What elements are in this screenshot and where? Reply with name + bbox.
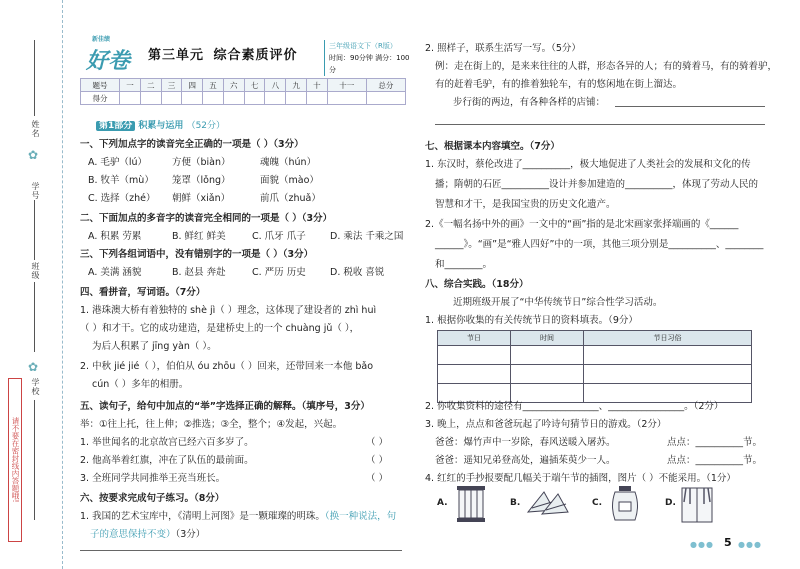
festival-row [438, 365, 752, 384]
festival-cell[interactable] [511, 346, 584, 365]
page-number: 5 [724, 536, 732, 549]
seal-dashed-line [62, 0, 63, 569]
score-value-row [81, 92, 406, 105]
student-id-label: 学号 [31, 182, 40, 200]
q7-line: 播；隋朝的石匠__________设计并参加建造的__________，体现了劳动人民的 [435, 179, 759, 190]
score-entry-cell[interactable] [182, 92, 203, 105]
score-column-header: 五 [203, 79, 224, 92]
score-column-header: 六 [223, 79, 244, 92]
q8-poem-line: 爸爸：遥知兄弟登高处，遍插茱萸少一人。 [435, 455, 616, 466]
score-entry-cell[interactable] [265, 92, 286, 105]
q8-intro: 近期班级开展了“中华传统节日”综合性学习活动。 [453, 297, 663, 308]
score-column-header: 一 [120, 79, 141, 92]
q8-poem-answer: 点点：__________节。 [667, 455, 763, 466]
festival-cell[interactable] [511, 365, 584, 384]
score-entry-cell[interactable] [223, 92, 244, 105]
binding-strip [0, 0, 70, 569]
class-write-line[interactable] [34, 282, 35, 352]
subject-label: 三年级语文下（R版） [329, 42, 397, 50]
q8-poem-answer: 点点：__________节。 [667, 437, 763, 448]
q5-key: 举：①往上托，往上伸；②推选；③全，整个；④发起，兴起。 [80, 419, 343, 430]
exam-info-box [324, 40, 413, 76]
q6-instruction-cont: 子的意思保持不变） [90, 529, 176, 540]
q7-stem: 七、根据课本内容填空。（7分） [425, 141, 560, 152]
zongzi-picture[interactable] [524, 482, 572, 524]
q1-option: B. 牧羊（mù） [88, 175, 154, 186]
score-entry-cell[interactable] [327, 92, 366, 105]
festival-cell[interactable] [438, 365, 511, 384]
r2-prompt: 步行街的两边，有各种各样的店铺： [453, 97, 606, 108]
part-tag: 第1部分 [96, 121, 135, 131]
q4-text-line: 为后人积累了 jīng yàn（ ）。 [92, 341, 217, 352]
q7-line: 2.《一幅名扬中外的画》一文中的“画”指的是北宋画家张择端画的《______ [425, 219, 739, 230]
q8-poem-line: 爸爸：爆竹声中一岁除，春风送暖入屠苏。 [435, 437, 616, 448]
q3-option: B. 赵县 奔赴 [172, 267, 226, 278]
r2-answer-line[interactable] [435, 124, 765, 125]
q1-option: 面貌（mào） [260, 175, 319, 186]
q6-sentence-text: 1. 我国的艺术宝库中，《清明上河图》是一颗璀璨的明珠。 [80, 511, 325, 522]
q4-stem: 四、看拼音，写词语。（7分） [80, 287, 206, 298]
q5-item: 3. 全班同学共同推举王亮当班长。 [80, 473, 226, 484]
festival-table [437, 330, 752, 403]
score-column-header: 九 [286, 79, 307, 92]
q1-option: 方便（biàn） [172, 157, 231, 168]
q4-text-line: （ ）和才干。它的成功建造，是建桥史上的一个 chuàng jǔ（ ）， [80, 323, 360, 334]
q6-points: （3分） [175, 529, 206, 540]
q8-stem: 八、综合实践。（18分） [425, 279, 529, 290]
option-c-label: C. [592, 498, 603, 508]
q2-option: B. 鲜红 鲜美 [172, 231, 226, 242]
score-label-question: 题号 [81, 79, 120, 92]
score-header-row [81, 79, 406, 92]
realgar-wine-jar-picture[interactable] [606, 482, 644, 524]
hanging-herbs-door-picture[interactable] [678, 482, 716, 524]
seal-line-notice: 请不要在密封线内答题哦! [8, 378, 22, 542]
q7-line: 1. 东汉时，蔡伦改进了__________，极大地促进了人类社会的发展和文化的传 [425, 159, 751, 170]
flower-icon: ✿ [28, 148, 39, 162]
name-write-line[interactable] [34, 40, 35, 116]
q2-option: D. 乘法 千乘之国 [330, 231, 404, 242]
lantern-picture[interactable] [452, 482, 490, 524]
q5-answer-paren[interactable]: （ ） [366, 473, 389, 484]
r2-example: 例：走在街上的，是来来往往的人群，形态各异的人；有的骑着马，有的骑着驴， [435, 61, 778, 72]
score-label-points: 得分 [81, 92, 120, 105]
title-label: 综合素质评价 [213, 48, 298, 63]
score-column-header: 八 [265, 79, 286, 92]
q1-option: 朝鲜（xiǎn） [172, 193, 231, 204]
q4-text-line: 1. 港珠澳大桥有着独特的 shè jì（ ）理念，这体现了建设者的 zhì huì [80, 305, 377, 316]
score-entry-cell[interactable] [244, 92, 265, 105]
score-column-header: 二 [140, 79, 161, 92]
score-entry-cell[interactable] [120, 92, 141, 105]
q6-answer-line[interactable] [80, 550, 402, 551]
q1-option: 笼罩（lǒng） [172, 175, 231, 186]
q5-item: 2. 他高举着红旗，冲在了队伍的最前面。 [80, 455, 254, 466]
flower-icon: ✿ [28, 360, 39, 374]
part-name: 积累与运用 [138, 121, 184, 131]
q5-item: 1. 举世闻名的北京故宫已经六百多岁了。 [80, 437, 254, 448]
score-entry-cell[interactable] [286, 92, 307, 105]
col-customs: 节日习俗 [584, 331, 752, 346]
q1-option: A. 毛驴（lú） [88, 157, 148, 168]
q3-option: A. 美满 涵貌 [88, 267, 142, 278]
score-column-header: 三 [161, 79, 182, 92]
score-column-header: 四 [182, 79, 203, 92]
page-dots-decoration: ●●● [738, 540, 762, 549]
q6-instruction: （换一种说法，句 [324, 511, 397, 522]
score-table [80, 78, 406, 105]
score-entry-cell[interactable] [366, 92, 405, 105]
q2-option: C. 爪牙 爪子 [252, 231, 306, 242]
unit-label: 第三单元 [148, 48, 205, 63]
logo-small-text: 新佳绩 [92, 36, 111, 43]
score-entry-cell[interactable] [161, 92, 182, 105]
score-column-header: 十 [306, 79, 327, 92]
q4-text-line: cún（ ）多年的相册。 [92, 379, 189, 390]
q6-stem: 六、按要求完成句子练习。（8分） [80, 493, 225, 504]
q1-option: C. 选择（zhé） [88, 193, 156, 204]
r2-example: 有的赶着毛驴，有的推着独轮车，有的悠闲地在街上溜达。 [435, 79, 683, 90]
q8-sub3: 3. 晚上，点点和爸爸玩起了吟诗句猜节日的游戏。（2分） [425, 419, 667, 430]
school-write-line[interactable] [34, 400, 35, 520]
score-column-header: 十一 [327, 79, 366, 92]
exam-title [148, 44, 298, 63]
festival-row [438, 346, 752, 365]
festival-cell[interactable] [584, 365, 752, 384]
option-d-label: D. [665, 498, 676, 508]
q1-stem: 一、下列加点字的读音完全正确的一项是（ ）（3分） [80, 139, 304, 150]
q5-answer-paren[interactable]: （ ） [366, 437, 389, 448]
class-label: 班级 [31, 262, 40, 280]
q2-option: A. 积累 劳累 [88, 231, 142, 242]
q8-sub4: 4. 红红的手抄报要配几幅关于端午节的插图，图片（ ）不能采用。（1分） [425, 473, 736, 484]
school-label: 学校 [31, 378, 40, 396]
part-points: （52分） [186, 121, 226, 131]
q6-sentence [80, 508, 396, 522]
col-festival: 节日 [438, 331, 511, 346]
score-entry-cell[interactable] [306, 92, 327, 105]
r2-stem: 2. 照样子，联系生活写一写。（5分） [425, 43, 581, 54]
brand-logo [80, 36, 138, 74]
r2-answer-line[interactable] [615, 106, 765, 107]
exam-header [80, 36, 410, 74]
score-entry-cell[interactable] [140, 92, 161, 105]
q1-option: 前爪（zhuǎ） [260, 193, 321, 204]
festival-table-header [438, 331, 752, 346]
q4-text-line: 2. 中秋 jié jié（ ），伯伯从 óu zhōu（ ）回来，还带回来一本他 bǎo [80, 361, 374, 372]
part-1-heading [96, 118, 225, 131]
q3-stem: 三、下列各组词语中，没有错别字的一项是（ ）（3分） [80, 249, 314, 260]
q7-line: ______》。“画”是“雅人四好”中的一项，其他三项分别是__________、________ [435, 239, 764, 250]
q5-answer-paren[interactable]: （ ） [366, 455, 389, 466]
logo-text: 好卷 [86, 49, 131, 74]
option-b-label: B. [510, 498, 521, 508]
q8-sub2: 2. 你收集资料的途径有________________、________________。（2分） [425, 401, 724, 412]
name-label: 姓名 [31, 120, 40, 138]
q7-line: 和________。 [435, 259, 493, 270]
left-column [80, 36, 410, 103]
festival-cell[interactable] [584, 346, 752, 365]
q2-stem: 二、下面加点的多音字的读音完全相同的一项是（ ）（3分） [80, 213, 333, 224]
page-dots-decoration: ●●● [690, 540, 714, 549]
q3-option: C. 严历 历史 [252, 267, 306, 278]
q8-sub1: 1. 根据你收集的有关传统节日的资料填表。（9分） [425, 315, 638, 326]
score-column-header: 七 [244, 79, 265, 92]
score-entry-cell[interactable] [203, 92, 224, 105]
time-score-label: 时间：90分钟 满分：100分 [329, 54, 410, 74]
q5-stem: 五、读句子，给句中加点的“举”字选择正确的解释。（填序号，3分） [80, 401, 370, 412]
q3-option: D. 税收 喜锐 [330, 267, 385, 278]
q1-option: 魂魄（hún） [260, 157, 317, 168]
score-column-header: 总分 [366, 79, 405, 92]
col-time: 时间 [511, 331, 584, 346]
festival-cell[interactable] [438, 346, 511, 365]
student-id-write-line[interactable] [34, 200, 35, 260]
q6-sentence-cont [90, 526, 205, 540]
q7-line: 智慧和才干，是我国宝贵的历史文化遗产。 [435, 199, 616, 210]
option-a-label: A. [437, 498, 448, 508]
